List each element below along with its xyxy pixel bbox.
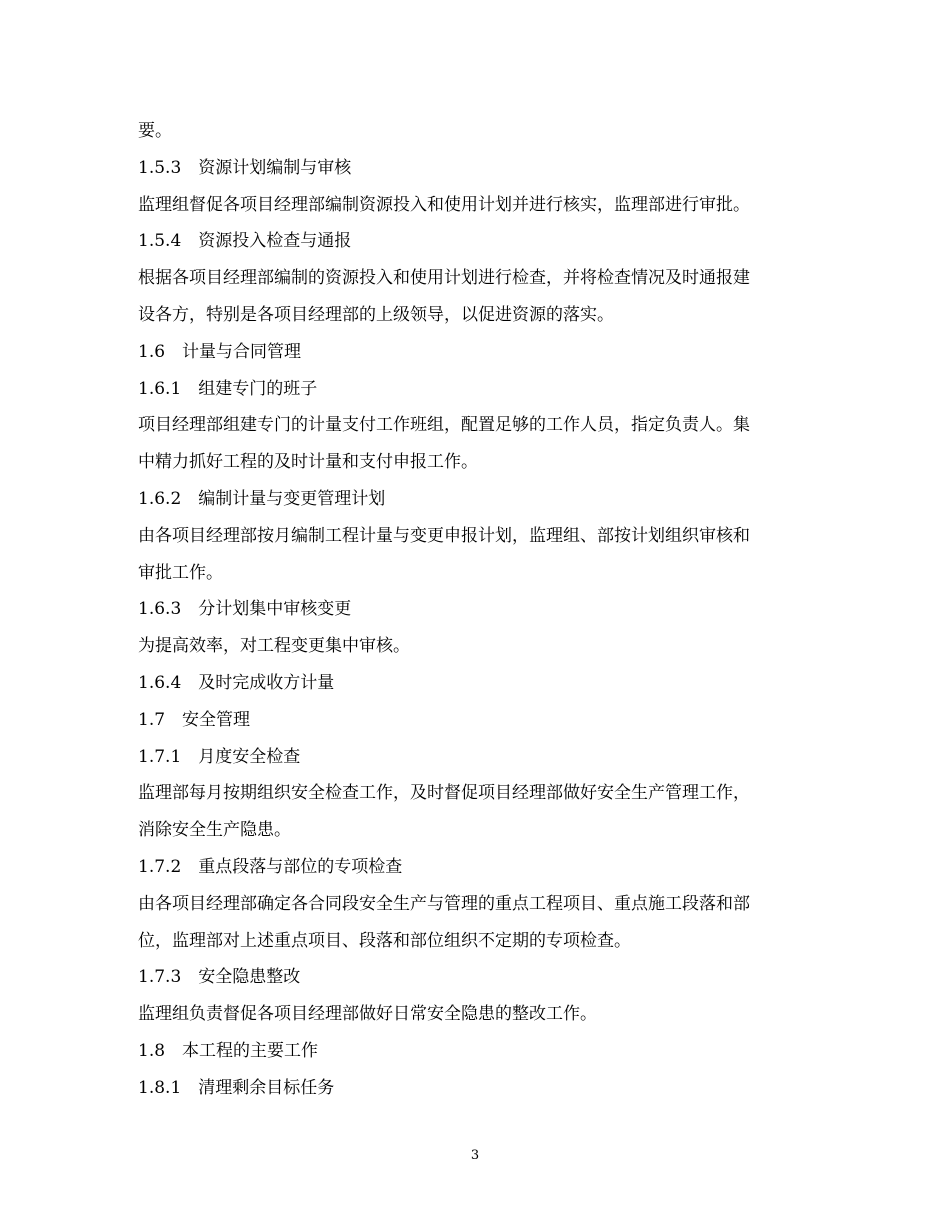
text-line: 由各项目经理部按月编制工程计量与变更申报计划，监理组、部按计划组织审核和 [138, 525, 750, 546]
text-line: 要。 [138, 121, 172, 141]
text-line: 项目经理部组建专门的计量支付工作班组，配置足够的工作人员，指定负责人。集 [138, 415, 750, 436]
text-line: 由各项目经理部确定各合同段安全生产与管理的重点工程项目、重点施工段落和部 [138, 893, 750, 914]
section-heading: 1.5.4 资源投入检查与通报 [138, 231, 352, 252]
section-heading: 1.6.3 分计划集中审核变更 [138, 599, 352, 620]
text-line: 中精力抓好工程的及时计量和支付申报工作。 [138, 452, 478, 473]
section-heading: 1.8.1 清理剩余目标任务 [138, 1077, 335, 1098]
section-heading: 1.6.2 编制计量与变更管理计划 [138, 488, 386, 509]
text-line: 设各方，特别是各项目经理部的上级领导，以促进资源的落实。 [138, 304, 614, 325]
text-line: 监理组负责督促各项目经理部做好日常安全隐患的整改工作。 [138, 1004, 597, 1025]
text-line: 监理组督促各项目经理部编制资源投入和使用计划并进行核实，监理部进行审批。 [138, 194, 750, 215]
text-line: 位，监理部对上述重点项目、段落和部位组织不定期的专项检查。 [138, 930, 631, 951]
text-line: 审批工作。 [138, 562, 223, 583]
text-line: 消除安全生产隐患。 [138, 820, 291, 841]
section-heading: 1.7.1 月度安全检查 [138, 746, 301, 767]
section-heading: 1.6.4 及时完成收方计量 [138, 672, 335, 693]
text-line: 监理部每月按期组织安全检查工作，及时督促项目经理部做好安全生产管理工作， [138, 783, 750, 804]
text-line: 为提高效率，对工程变更集中审核。 [138, 636, 410, 657]
text-line: 根据各项目经理部编制的资源投入和使用计划进行检查，并将检查情况及时通报建 [138, 268, 750, 289]
section-heading: 1.7.2 重点段落与部位的专项检查 [138, 856, 403, 877]
section-heading: 1.6 计量与合同管理 [138, 341, 302, 362]
section-heading: 1.6.1 组建专门的班子 [138, 378, 318, 399]
section-heading: 1.8 本工程的主要工作 [138, 1040, 319, 1061]
section-heading: 1.7 安全管理 [138, 709, 251, 730]
document-body [138, 113, 828, 1107]
section-heading: 1.7.3 安全隐患整改 [138, 967, 301, 988]
section-heading: 1.5.3 资源计划编制与审核 [138, 157, 352, 178]
page-number: 3 [470, 1148, 480, 1163]
